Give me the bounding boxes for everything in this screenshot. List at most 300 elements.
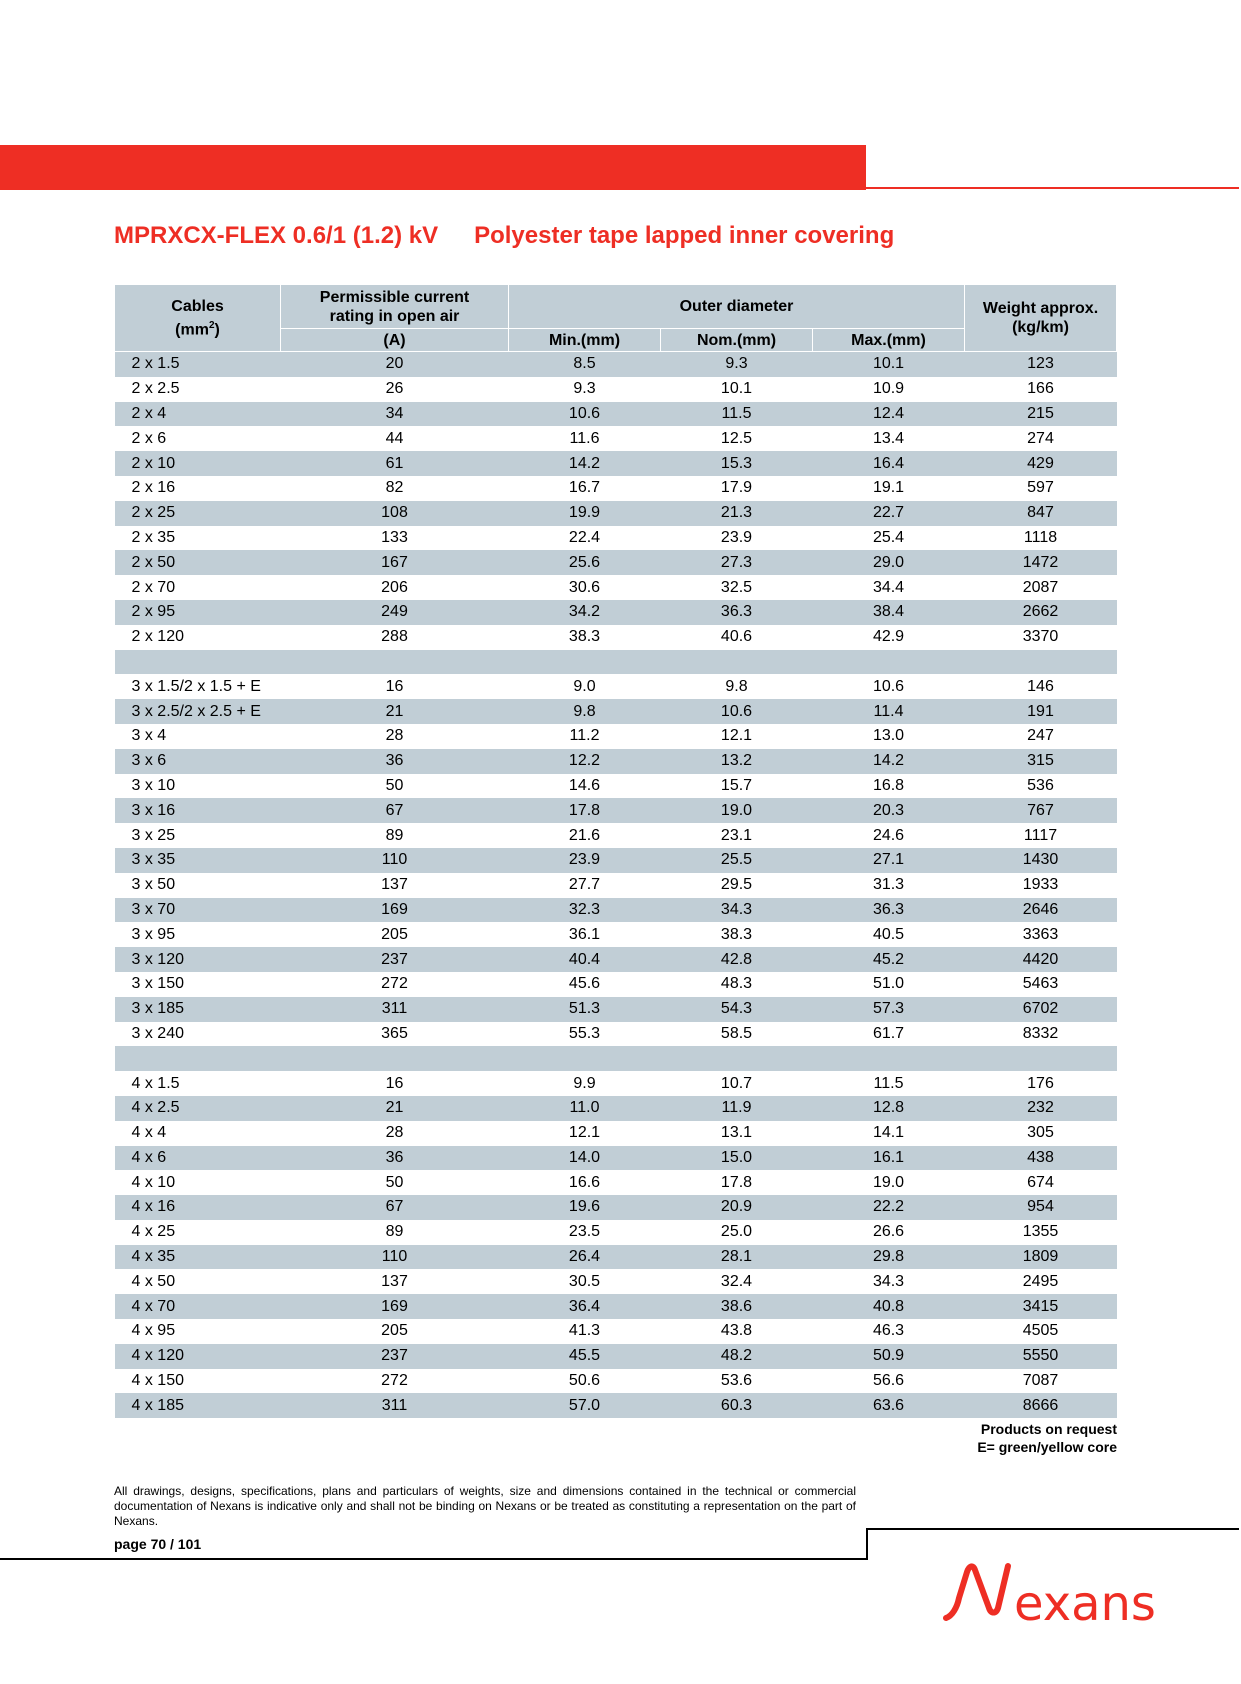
cell-min-diameter: 57.0 [509, 1393, 661, 1418]
table-row [115, 625, 1117, 650]
cell-nom-diameter: 27.3 [661, 550, 813, 575]
cell-weight: 5550 [965, 1344, 1117, 1369]
cell-cable-size: 4 x 185 [115, 1393, 281, 1418]
cell-max-diameter: 12.4 [813, 402, 965, 427]
cell-current: 50 [385, 776, 404, 794]
cell-nom-diameter: 25.5 [661, 848, 813, 873]
spacer-row [115, 1046, 1117, 1071]
table-row [115, 699, 1117, 724]
cell-weight: 247 [1027, 727, 1054, 745]
cell-nom-diameter: 11.5 [661, 402, 813, 427]
table-row [115, 575, 1117, 600]
table-row [115, 426, 1117, 451]
cell-current: 21 [281, 699, 509, 724]
cell-nom-diameter: 12.5 [720, 429, 753, 447]
cell-current: 61 [281, 451, 509, 476]
cell-nom-diameter: 36.3 [661, 600, 813, 625]
cell-current: 311 [281, 997, 509, 1022]
table-row [115, 947, 1117, 972]
cell-min-diameter: 9.0 [573, 677, 596, 695]
cell-weight: 954 [965, 1195, 1117, 1220]
cell-nom-diameter: 11.9 [661, 1096, 813, 1121]
header-max: Max.(mm) [813, 329, 965, 352]
disclaimer: All drawings, designs, specifications, plans and particulars of weights, size and dimensions contained in the technical or commercial documentation of Nexans is indicative only and shall not be binding on Nexans or be treated as constituting a representation on the part of Nexans. [114, 1484, 856, 1528]
cell-nom-diameter: 53.6 [720, 1372, 753, 1390]
cell-min-diameter: 22.4 [568, 528, 601, 546]
cell-cable-size: 3 x 4 [131, 727, 167, 745]
cell-max-diameter: 36.3 [813, 898, 965, 923]
cell-cable-size: 2 x 120 [131, 628, 184, 646]
cell-current: 365 [381, 1024, 408, 1042]
cell-max-diameter: 16.4 [813, 451, 965, 476]
cell-weight: 146 [1027, 677, 1054, 695]
cell-nom-diameter: 38.6 [661, 1294, 813, 1319]
cell-max-diameter: 10.6 [872, 677, 905, 695]
table-row [115, 1369, 1117, 1394]
cell-cable-size [115, 650, 281, 675]
cell-cable-size: 2 x 10 [115, 451, 281, 476]
cell-weight: 1355 [1022, 1223, 1059, 1241]
cell-current: 169 [281, 898, 509, 923]
cell-current: 89 [385, 826, 404, 844]
cell-max-diameter: 34.4 [872, 578, 905, 596]
table-row [115, 377, 1117, 402]
logo-n-mark [946, 1566, 1008, 1618]
cell-cable-size: 3 x 150 [131, 975, 184, 993]
table-row [115, 352, 1117, 377]
cell-nom-diameter [661, 650, 813, 675]
cell-min-diameter: 23.9 [509, 848, 661, 873]
cell-max-diameter [813, 650, 965, 675]
cell-max-diameter: 25.4 [872, 528, 905, 546]
cell-min-diameter: 25.6 [509, 550, 661, 575]
cell-max-diameter: 10.9 [872, 380, 905, 398]
table-row [115, 402, 1117, 427]
cell-max-diameter: 31.3 [872, 876, 905, 894]
cell-current: 272 [381, 975, 408, 993]
cell-current: 26 [385, 380, 404, 398]
cell-nom-diameter: 54.3 [661, 997, 813, 1022]
cell-cable-size: 4 x 10 [131, 1173, 176, 1191]
cell-min-diameter: 16.6 [568, 1173, 601, 1191]
cell-current: 110 [281, 848, 509, 873]
cell-max-diameter: 56.6 [872, 1372, 905, 1390]
table-row [115, 724, 1117, 749]
table-row [115, 476, 1117, 501]
cell-cable-size: 3 x 1.5/2 x 1.5 + E [131, 677, 261, 695]
cell-min-diameter: 19.9 [509, 501, 661, 526]
table-row [115, 1245, 1117, 1270]
cell-nom-diameter: 48.3 [720, 975, 753, 993]
table-row [115, 1294, 1117, 1319]
cell-max-diameter: 27.1 [813, 848, 965, 873]
table-row [115, 1393, 1117, 1418]
cell-min-diameter: 21.6 [568, 826, 601, 844]
cell-min-diameter: 55.3 [568, 1024, 601, 1042]
cell-max-diameter: 22.7 [813, 501, 965, 526]
cell-max-diameter: 63.6 [813, 1393, 965, 1418]
table-row [115, 1170, 1117, 1195]
table-row [115, 997, 1117, 1022]
cell-max-diameter: 19.0 [872, 1173, 905, 1191]
cell-max-diameter: 40.5 [872, 925, 905, 943]
cell-nom-diameter: 9.3 [661, 352, 813, 377]
cell-max-diameter: 19.1 [872, 479, 905, 497]
cell-cable-size: 2 x 2.5 [131, 380, 180, 398]
cell-max-diameter: 13.0 [872, 727, 905, 745]
header-current-unit: (A) [281, 329, 509, 352]
cell-weight: 536 [1027, 776, 1054, 794]
cell-min-diameter: 36.4 [509, 1294, 661, 1319]
cell-current: 205 [381, 925, 408, 943]
cell-cable-size: 2 x 35 [131, 528, 176, 546]
cell-cable-size: 4 x 1.5 [131, 1074, 180, 1092]
table-row [115, 526, 1117, 551]
page-number: page 70 / 101 [114, 1536, 202, 1552]
cell-nom-diameter: 15.3 [661, 451, 813, 476]
cell-min-diameter: 17.8 [509, 798, 661, 823]
cell-current: 28 [385, 727, 404, 745]
cell-current: 44 [385, 429, 404, 447]
cell-nom-diameter [661, 1046, 813, 1071]
table-row [115, 774, 1117, 799]
cell-cable-size: 4 x 95 [131, 1322, 176, 1340]
cell-cable-size: 3 x 50 [131, 876, 176, 894]
cell-nom-diameter: 29.5 [720, 876, 753, 894]
cell-cable-size: 4 x 6 [115, 1146, 281, 1171]
cell-max-diameter: 38.4 [813, 600, 965, 625]
cell-max-diameter: 45.2 [813, 947, 965, 972]
cell-weight: 767 [965, 798, 1117, 823]
cell-max-diameter: 42.9 [872, 628, 905, 646]
table-row [115, 798, 1117, 823]
cell-current: 50 [385, 1173, 404, 1191]
table-body [115, 352, 1117, 1419]
cell-nom-diameter: 58.5 [720, 1024, 753, 1042]
cell-current: 67 [281, 1195, 509, 1220]
cell-nom-diameter: 40.6 [720, 628, 753, 646]
cell-min-diameter: 11.6 [569, 429, 600, 447]
cell-nom-diameter: 38.3 [720, 925, 753, 943]
table-row [115, 1319, 1117, 1344]
cell-current: 34 [281, 402, 509, 427]
cell-min-diameter: 12.1 [568, 1124, 601, 1142]
cell-weight: 1430 [965, 848, 1117, 873]
table-row [115, 922, 1117, 947]
spacer-row [115, 650, 1117, 675]
table-notes [977, 1420, 1117, 1456]
header-min: Min.(mm) [509, 329, 661, 352]
table-row [115, 823, 1117, 848]
cell-cable-size: 3 x 25 [131, 826, 176, 844]
header-weight: Weight approx. (kg/km) [965, 285, 1117, 352]
cell-max-diameter: 10.1 [813, 352, 965, 377]
cell-cable-size: 3 x 6 [115, 749, 281, 774]
cell-weight: 2662 [965, 600, 1117, 625]
cell-min-diameter: 38.3 [568, 628, 601, 646]
cell-min-diameter: 14.0 [509, 1146, 661, 1171]
cell-min-diameter: 14.6 [568, 776, 601, 794]
cell-current: 311 [281, 1393, 509, 1418]
cell-max-diameter: 12.8 [813, 1096, 965, 1121]
cell-min-diameter: 36.1 [568, 925, 601, 943]
table-row [115, 1146, 1117, 1171]
cell-cable-size: 3 x 185 [115, 997, 281, 1022]
cell-cable-size [115, 1046, 281, 1071]
cell-weight: 429 [965, 451, 1117, 476]
cell-nom-diameter: 12.1 [720, 727, 753, 745]
cell-current: 137 [381, 1272, 408, 1290]
cell-weight: 176 [1027, 1074, 1054, 1092]
cell-weight: 123 [965, 352, 1117, 377]
cell-weight: 8666 [965, 1393, 1117, 1418]
cell-nom-diameter: 60.3 [661, 1393, 813, 1418]
cell-cable-size: 2 x 6 [131, 429, 167, 447]
cell-cable-size: 4 x 25 [131, 1223, 176, 1241]
cell-current: 249 [281, 600, 509, 625]
cell-weight: 438 [965, 1146, 1117, 1171]
cell-current: 28 [385, 1124, 404, 1142]
cell-max-diameter: 50.9 [813, 1344, 965, 1369]
cell-min-diameter: 41.3 [568, 1322, 601, 1340]
cell-max-diameter: 34.3 [872, 1272, 905, 1290]
cell-max-diameter: 16.8 [872, 776, 905, 794]
header-red-rule [866, 187, 1239, 189]
cell-nom-diameter: 17.8 [720, 1173, 753, 1191]
cell-min-diameter [509, 1046, 661, 1071]
cell-max-diameter: 22.2 [813, 1195, 965, 1220]
cell-weight: 597 [1027, 479, 1054, 497]
cell-weight: 4505 [1022, 1322, 1059, 1340]
cell-max-diameter: 24.6 [872, 826, 905, 844]
cell-min-diameter: 34.2 [509, 600, 661, 625]
cell-cable-size: 2 x 50 [115, 550, 281, 575]
cell-min-diameter [509, 650, 661, 675]
cell-current [281, 1046, 509, 1071]
cell-min-diameter: 45.6 [568, 975, 601, 993]
cell-max-diameter: 29.8 [813, 1245, 965, 1270]
cell-current: 36 [281, 749, 509, 774]
header-red-band [0, 145, 866, 190]
cell-current: 108 [281, 501, 509, 526]
header-cables: Cables $(mm^2)$ [115, 285, 281, 352]
cell-cable-size: 4 x 4 [131, 1124, 167, 1142]
cell-nom-diameter: 25.0 [720, 1223, 753, 1241]
table-row [115, 550, 1117, 575]
cell-cable-size: 4 x 150 [131, 1372, 184, 1390]
cell-weight: 315 [965, 749, 1117, 774]
cell-weight: 6702 [965, 997, 1117, 1022]
cell-max-diameter: 14.2 [813, 749, 965, 774]
cell-min-diameter: 30.5 [568, 1272, 601, 1290]
cell-min-diameter: 14.2 [509, 451, 661, 476]
cell-weight: 232 [965, 1096, 1117, 1121]
cell-min-diameter: 26.4 [509, 1245, 661, 1270]
cell-max-diameter: 26.6 [872, 1223, 905, 1241]
cell-weight: 1118 [1023, 528, 1058, 546]
cell-current: 169 [281, 1294, 509, 1319]
cell-max-diameter: 57.3 [813, 997, 965, 1022]
footer-rule [0, 1558, 868, 1560]
cell-weight: 215 [965, 402, 1117, 427]
cell-cable-size: 4 x 35 [115, 1245, 281, 1270]
cell-min-diameter: 16.7 [568, 479, 601, 497]
cell-nom-diameter: 43.8 [720, 1322, 753, 1340]
header-nom: Nom.(mm) [661, 329, 813, 352]
cell-min-diameter: 11.0 [509, 1096, 661, 1121]
cell-current: 133 [381, 528, 408, 546]
cell-nom-diameter: 28.1 [661, 1245, 813, 1270]
cell-weight [965, 650, 1117, 675]
table-row [115, 674, 1117, 699]
cell-nom-diameter: 17.9 [720, 479, 753, 497]
cell-current: 288 [381, 628, 408, 646]
cell-max-diameter [813, 1046, 965, 1071]
cell-current: 16 [385, 1074, 404, 1092]
table-row [115, 600, 1117, 625]
cell-current: 21 [281, 1096, 509, 1121]
page-title [114, 222, 894, 256]
cell-weight: 3370 [1022, 628, 1059, 646]
table-row [115, 1096, 1117, 1121]
cell-weight: 2646 [965, 898, 1117, 923]
cell-cable-size: 2 x 1.5 [115, 352, 281, 377]
cell-current: 20 [281, 352, 509, 377]
cell-weight: 1117 [1023, 826, 1058, 844]
cell-nom-diameter: 21.3 [661, 501, 813, 526]
cell-nom-diameter: 23.1 [720, 826, 753, 844]
cell-nom-diameter: 13.2 [661, 749, 813, 774]
cell-min-diameter: 27.7 [568, 876, 601, 894]
cell-max-diameter: 11.5 [873, 1074, 904, 1092]
cell-max-diameter: 16.1 [813, 1146, 965, 1171]
cell-nom-diameter: 32.4 [720, 1272, 753, 1290]
table-row [115, 749, 1117, 774]
cell-weight: 5463 [1022, 975, 1059, 993]
cell-cable-size: 2 x 70 [131, 578, 176, 596]
cell-min-diameter: 10.6 [509, 402, 661, 427]
cell-current: 206 [381, 578, 408, 596]
cell-cable-size: 2 x 4 [115, 402, 281, 427]
table-row [115, 1195, 1117, 1220]
cell-nom-diameter: 10.7 [720, 1074, 753, 1092]
cell-min-diameter: 45.5 [509, 1344, 661, 1369]
table-row [115, 972, 1117, 997]
cell-cable-size: 3 x 16 [115, 798, 281, 823]
cell-min-diameter: 32.3 [509, 898, 661, 923]
cell-cable-size: 3 x 35 [115, 848, 281, 873]
cell-weight: 166 [1027, 380, 1054, 398]
cell-current: 110 [281, 1245, 509, 1270]
earth-core-note: E= green/yellow core [977, 1439, 1117, 1455]
cell-max-diameter: 11.4 [813, 699, 965, 724]
cell-min-diameter: 30.6 [568, 578, 601, 596]
cell-current [281, 650, 509, 675]
cell-weight: 8332 [1022, 1024, 1059, 1042]
cell-nom-diameter: 20.9 [661, 1195, 813, 1220]
cell-weight: 1472 [965, 550, 1117, 575]
cell-current: 67 [281, 798, 509, 823]
table-row [115, 1121, 1117, 1146]
cell-current: 82 [385, 479, 404, 497]
table-row [115, 501, 1117, 526]
cell-nom-diameter: 13.1 [720, 1124, 753, 1142]
cell-current: 16 [385, 677, 404, 695]
cell-max-diameter: 29.0 [813, 550, 965, 575]
cell-cable-size: 4 x 120 [115, 1344, 281, 1369]
cell-min-diameter: 9.9 [573, 1074, 596, 1092]
cell-min-diameter: 12.2 [509, 749, 661, 774]
cell-current: 36 [281, 1146, 509, 1171]
cell-min-diameter: 11.2 [569, 727, 600, 745]
footer-rule-upper [866, 1528, 1239, 1530]
header-current: Permissible current rating in open air [281, 285, 509, 329]
cell-min-diameter: 8.5 [509, 352, 661, 377]
cell-min-diameter: 50.6 [568, 1372, 601, 1390]
cell-nom-diameter: 15.0 [661, 1146, 813, 1171]
cell-cable-size: 3 x 10 [131, 776, 176, 794]
cell-min-diameter: 40.4 [509, 947, 661, 972]
cell-nom-diameter: 48.2 [661, 1344, 813, 1369]
header-outer-diameter: Outer diameter [509, 285, 965, 329]
cell-cable-size: 4 x 16 [115, 1195, 281, 1220]
cell-cable-size: 2 x 16 [131, 479, 176, 497]
cell-max-diameter: 51.0 [872, 975, 905, 993]
table-row [115, 848, 1117, 873]
cell-current: 205 [381, 1322, 408, 1340]
cell-max-diameter: 46.3 [872, 1322, 905, 1340]
cell-max-diameter: 13.4 [872, 429, 905, 447]
cell-current: 237 [281, 947, 509, 972]
cell-nom-diameter: 23.9 [720, 528, 753, 546]
logo-wordmark: exans [1014, 1576, 1156, 1628]
cell-nom-diameter: 19.0 [661, 798, 813, 823]
table-row [115, 451, 1117, 476]
cell-nom-diameter: 9.8 [725, 677, 748, 695]
cell-cable-size: 3 x 240 [131, 1024, 184, 1042]
cell-weight: 305 [1027, 1124, 1054, 1142]
cell-current: 137 [381, 876, 408, 894]
title-covering: Polyester tape lapped inner covering [474, 222, 895, 249]
table-row [115, 898, 1117, 923]
cell-weight: 1933 [1022, 876, 1059, 894]
cell-nom-diameter: 10.6 [661, 699, 813, 724]
table-row [115, 1071, 1117, 1096]
cable-spec-table [114, 284, 1117, 1418]
cell-weight: 274 [1027, 429, 1054, 447]
cell-weight: 1809 [965, 1245, 1117, 1270]
cell-cable-size: 2 x 25 [115, 501, 281, 526]
cell-nom-diameter: 15.7 [720, 776, 753, 794]
cell-cable-size: 3 x 2.5/2 x 2.5 + E [115, 699, 281, 724]
cell-current: 167 [281, 550, 509, 575]
cell-max-diameter: 14.1 [872, 1124, 905, 1142]
cell-cable-size: 3 x 70 [115, 898, 281, 923]
cell-min-diameter: 23.5 [568, 1223, 601, 1241]
cell-max-diameter: 40.8 [813, 1294, 965, 1319]
cell-max-diameter: 61.7 [872, 1024, 905, 1042]
cell-nom-diameter: 32.5 [720, 578, 753, 596]
products-on-request-note: Products on request [980, 1421, 1117, 1437]
cell-cable-size: 3 x 95 [131, 925, 176, 943]
cell-weight: 2087 [1022, 578, 1059, 596]
cell-weight: 7087 [1022, 1372, 1059, 1390]
nexans-logo [942, 1558, 1156, 1628]
cell-cable-size: 2 x 95 [115, 600, 281, 625]
cell-cable-size: 4 x 2.5 [115, 1096, 281, 1121]
table-row [115, 1220, 1117, 1245]
cell-weight: 2495 [1022, 1272, 1059, 1290]
